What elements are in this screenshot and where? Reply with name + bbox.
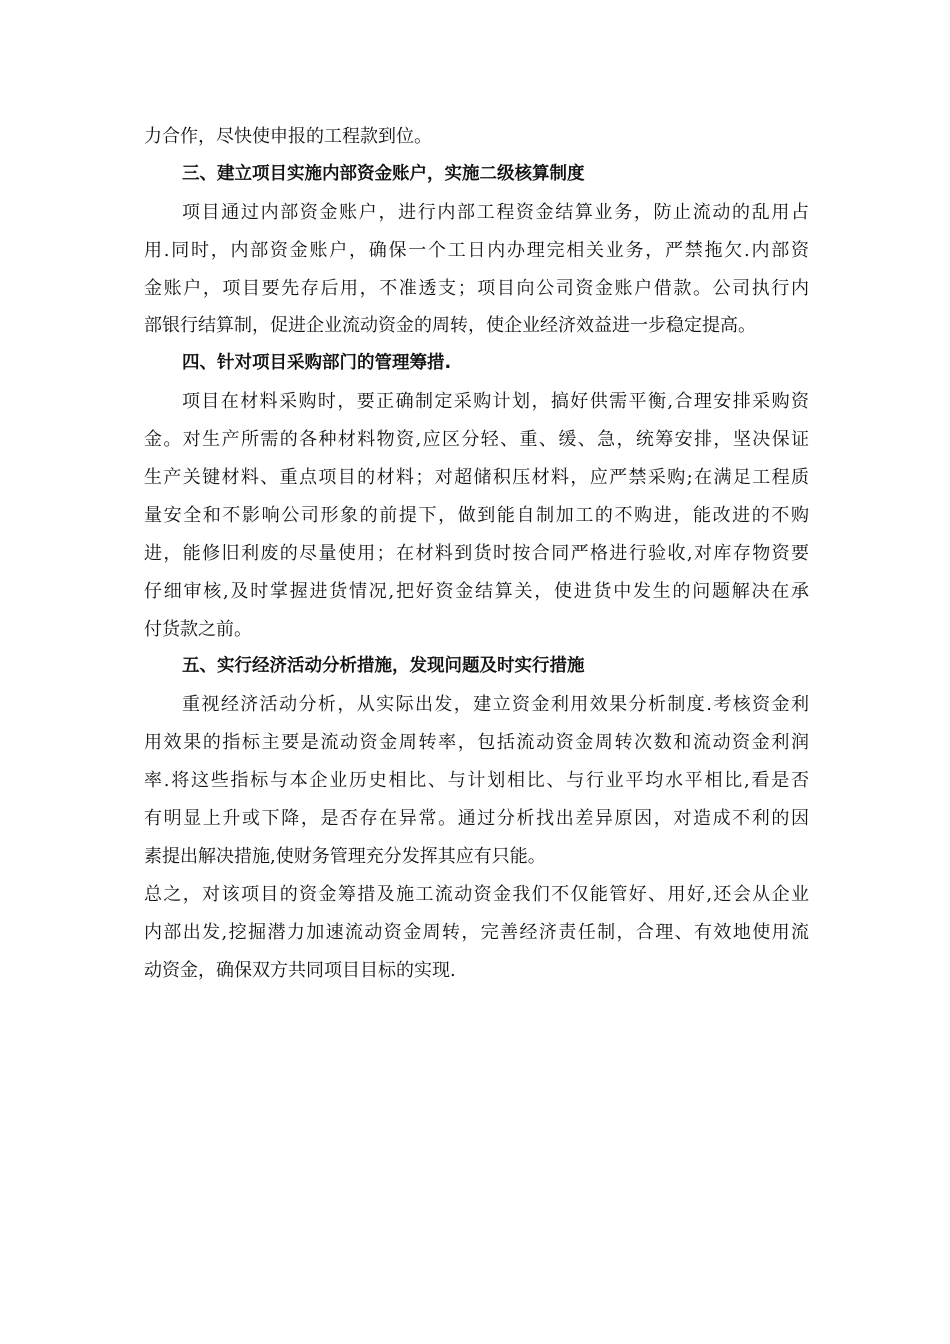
paragraph-line: 动资金，确保双方共同项目目标的实现. bbox=[144, 959, 456, 981]
section-heading: 五、实行经济活动分析措施，发现问题及时实行措施 bbox=[182, 656, 585, 677]
paragraph-line: 金。对生产所需的各种材料物资,应区分轻、重、缓、急，统筹安排，坚决保证 bbox=[144, 429, 809, 451]
section-heading: 三、建立项目实施内部资金账户，实施二级核算制度 bbox=[182, 163, 585, 184]
paragraph-line: 总之，对该项目的资金筹措及施工流动资金我们不仅能管好、用好,还会从企业 bbox=[144, 883, 809, 905]
paragraph-line: 付货款之前。 bbox=[144, 618, 252, 640]
paragraph-line: 部银行结算制，促进企业流动资金的周转，使企业经济效益进一步稳定提高。 bbox=[144, 315, 756, 337]
paragraph-line: 进，能修旧利废的尽量使用；在材料到货时按合同严格进行验收,对库存物资要 bbox=[144, 542, 809, 564]
paragraph-line: 力合作，尽快使申报的工程款到位。 bbox=[144, 126, 432, 147]
paragraph-line: 量安全和不影响公司形象的前提下，做到能自制加工的不购进，能改进的不购 bbox=[144, 504, 809, 526]
paragraph-line: 率.将这些指标与本企业历史相比、与计划相比、与行业平均水平相比,看是否 bbox=[144, 770, 809, 792]
paragraph-line: 重视经济活动分析，从实际出发，建立资金利用效果分析制度.考核资金利 bbox=[182, 694, 809, 716]
paragraph-line: 金账户，项目要先存后用，不准透支；项目向公司资金账户借款。公司执行内 bbox=[144, 277, 809, 299]
paragraph-line: 用效果的指标主要是流动资金周转率，包括流动资金周转次数和流动资金利润 bbox=[144, 732, 809, 754]
section-heading: 四、针对项目采购部门的管理筹措. bbox=[182, 353, 452, 374]
paragraph-line: 项目通过内部资金账户，进行内部工程资金结算业务，防止流动的乱用占 bbox=[182, 201, 809, 223]
paragraph-line: 内部出发,挖掘潜力加速流动资金周转，完善经济责任制，合理、有效地使用流 bbox=[144, 921, 809, 943]
document-page bbox=[144, 118, 809, 989]
paragraph-line: 用.同时，内部资金账户，确保一个工日内办理完相关业务，严禁拖欠.内部资 bbox=[144, 239, 809, 261]
paragraph-line: 仔细审核,及时掌握进货情况,把好资金结算关，使进货中发生的问题解决在承 bbox=[144, 580, 809, 602]
paragraph-line: 项目在材料采购时，要正确制定采购计划，搞好供需平衡,合理安排采购资 bbox=[182, 391, 809, 413]
paragraph-line: 有明显上升或下降，是否存在异常。通过分析找出差异原因，对造成不利的因 bbox=[144, 808, 809, 830]
paragraph-line: 生产关键材料、重点项目的材料；对超储积压材料，应严禁采购;在满足工程质 bbox=[144, 467, 809, 489]
paragraph-line: 素提出解决措施,使财务管理充分发挥其应有只能。 bbox=[144, 845, 546, 867]
